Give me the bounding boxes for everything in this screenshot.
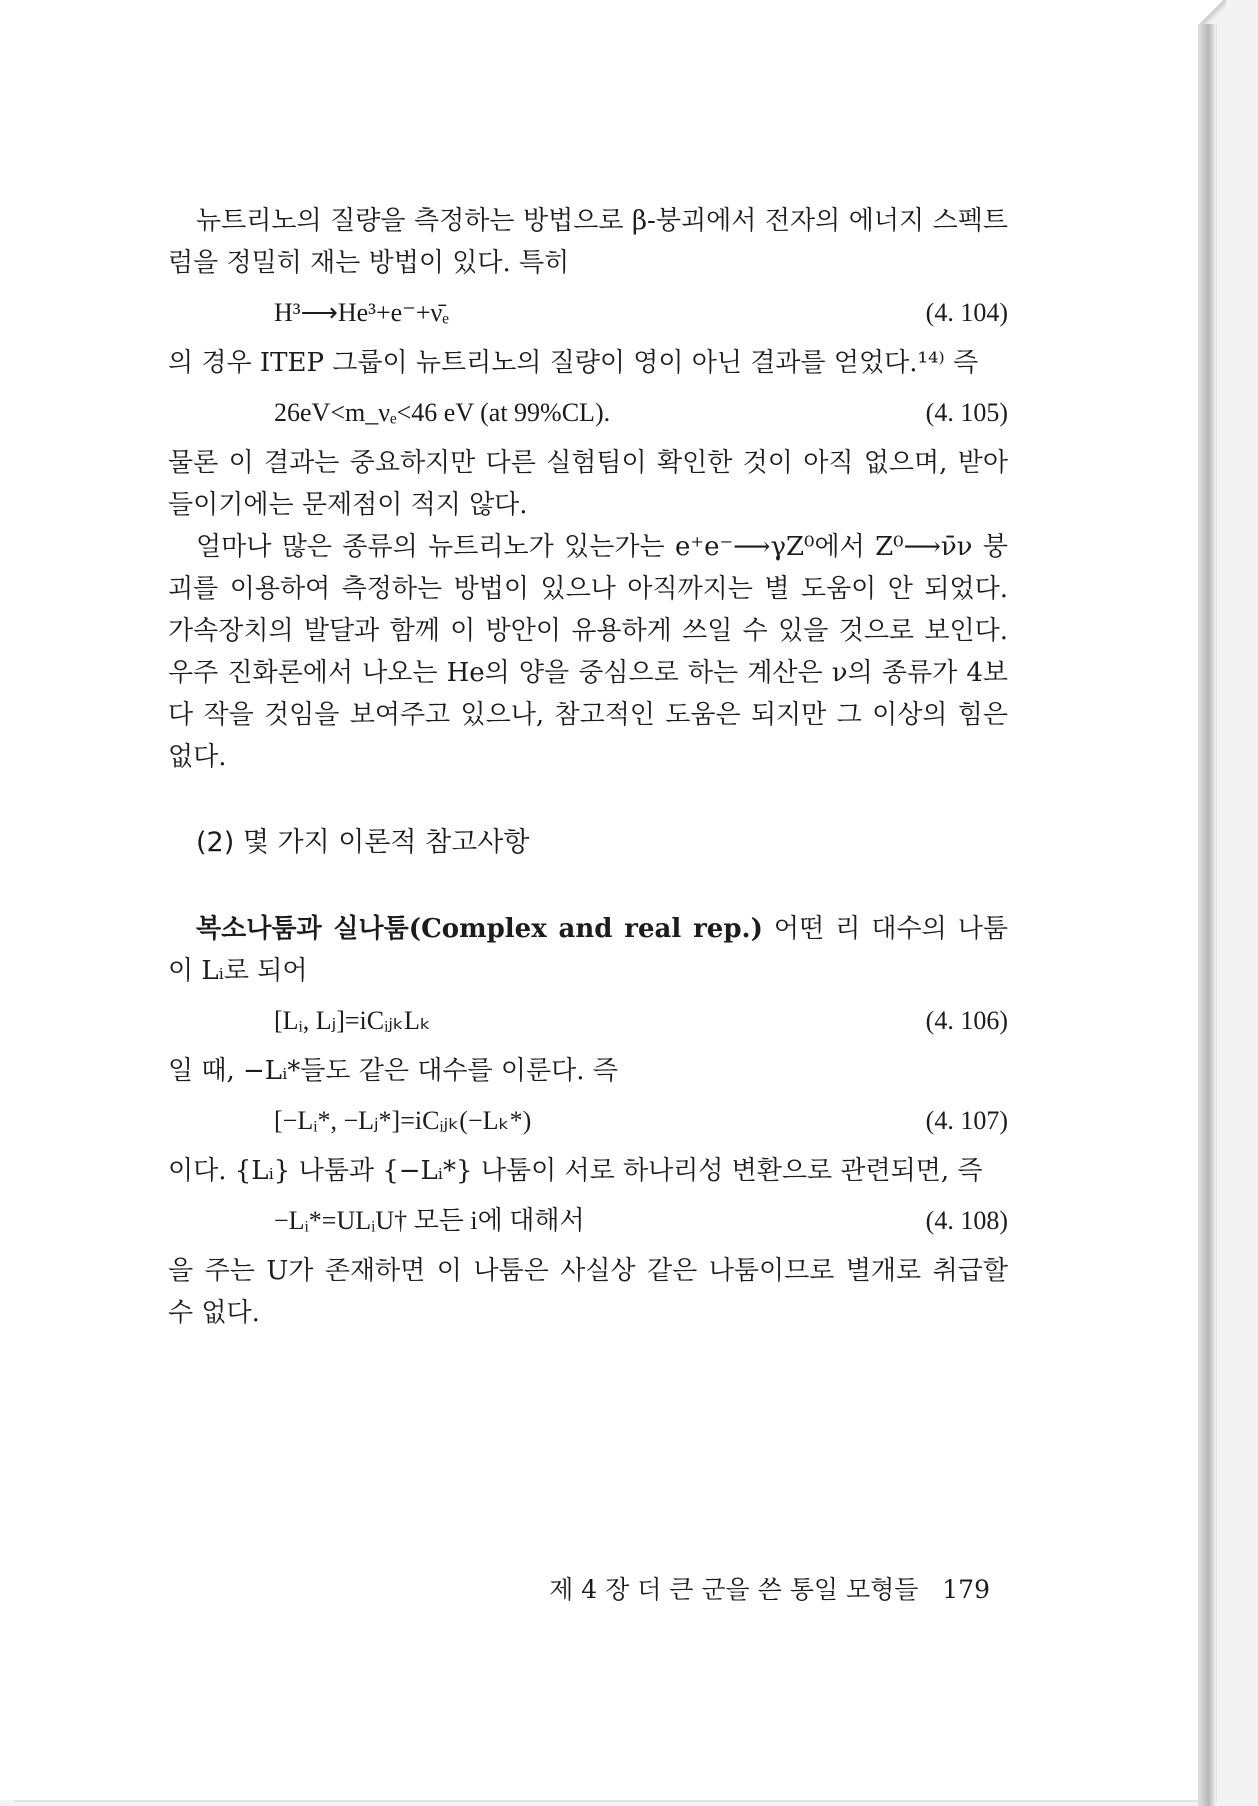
- equation-number: (4. 105): [925, 398, 1008, 427]
- paragraph-text: 어떤 리 대수의 나툼이 Lᵢ로 되어: [168, 914, 1008, 986]
- paragraph-unitary-relation: 이다. {Lᵢ} 나툼과 {−Lᵢ*} 나툼이 서로 하나리성 변환으로 관련되면, 즉: [168, 1156, 983, 1186]
- page-corner-fold: [1196, 0, 1226, 24]
- equation-expression: −Lᵢ*=ULᵢU† 모든 i에 대해서: [274, 1206, 585, 1235]
- paragraph-result-caveat: 물론 이 결과는 중요하지만 다른 실험팀이 확인한 것이 아직 없으며, 받아들이기에는 문제점이 적지 않다.: [168, 448, 1008, 520]
- equation-4-108: [168, 1192, 1008, 1250]
- equation-expression: 26eV<m_νₑ<46 eV (at 99%CL).: [274, 398, 611, 427]
- equation-4-104: [168, 284, 1008, 342]
- equation-expression: H³⟶He³+e⁻+ν̄ₑ: [274, 298, 449, 327]
- equation-number: (4. 104): [925, 298, 1008, 327]
- section-heading: (2) 몇 가지 이론적 참고사항: [196, 827, 530, 858]
- equation-expression: [−Lᵢ*, −Lⱼ*]=iCᵢⱼₖ(−Lₖ*): [274, 1106, 532, 1135]
- paragraph-neutrino-species: 얼마나 많은 종류의 뉴트리노가 있는가는 e⁺e⁻⟶γZ⁰에서 Z⁰⟶ν̄ν 붕괴를 이용하여 측정하는 방법이 있으나 아직까지는 별 도움이 안 되었다. 가속장치의 발달과 함께 이 방안이 유용하게 쓰일 수 있을 것으로 보인다. 우주 진화론에서 나오는 He의 양을 중심으로 하는 계산은 ν의 종류가 4보다 작을 것임을 보여주고 있으나, 참고적인 도움은 되지만 그 이상의 힘은 없다.: [168, 532, 1008, 772]
- equation-expression: [Lᵢ, Lⱼ]=iCᵢⱼₖLₖ: [274, 1006, 431, 1035]
- paragraph-itep-result: 의 경우 ITEP 그룹이 뉴트리노의 질량이 영이 아닌 결과를 얻었다.¹⁴⁾ 즉: [168, 348, 979, 378]
- page-footer: [520, 1570, 990, 1610]
- running-head-chapter: 제 4 장 더 큰 군을 쓴 통일 모형들: [549, 1575, 919, 1604]
- equation-4-105: [168, 384, 1008, 442]
- paragraph-equivalent-rep: 을 주는 U가 존재하면 이 나툼은 사실상 같은 나툼이므로 별개로 취급할 수 없다.: [168, 1256, 1008, 1328]
- paragraph-conjugate-algebra: 일 때, −Lᵢ*들도 같은 대수를 이룬다. 즉: [168, 1056, 618, 1086]
- equation-4-106: [168, 992, 1008, 1050]
- equation-number: (4. 108): [925, 1206, 1008, 1235]
- paragraph-neutrino-mass-method: 뉴트리노의 질량을 측정하는 방법으로 β-붕괴에서 전자의 에너지 스펙트럼을 정밀히 재는 방법이 있다. 특히: [168, 206, 1008, 278]
- equation-number: (4. 107): [925, 1106, 1008, 1135]
- equation-number: (4. 106): [925, 1006, 1008, 1035]
- paragraph-complex-real-rep: [168, 908, 1008, 992]
- page-content: [168, 200, 1008, 1334]
- term-complex-real-rep: 복소나툼과 실나툼(Complex and real rep.): [196, 914, 763, 944]
- page-edge-shadow: [1198, 0, 1216, 1806]
- page-number: 179: [942, 1575, 990, 1604]
- equation-4-107: [168, 1092, 1008, 1150]
